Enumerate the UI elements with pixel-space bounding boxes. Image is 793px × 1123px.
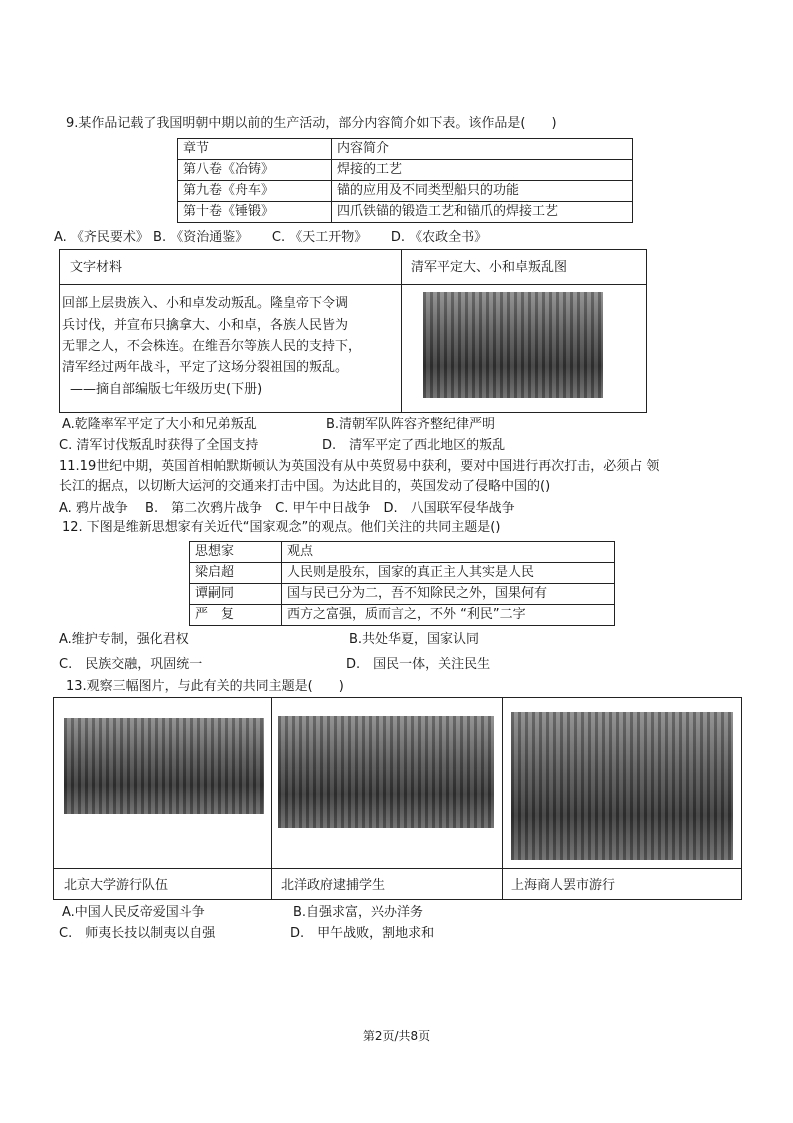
table-row bbox=[178, 202, 633, 223]
q13-stem: 13.观察三幅图片，与此有关的共同主题是( ) bbox=[66, 679, 344, 694]
q13-photo-1 bbox=[64, 718, 264, 814]
q12-option-a: A.维护专制，强化君权 bbox=[59, 632, 189, 647]
q10-option-d: D. 清军平定了西北地区的叛乱 bbox=[322, 438, 506, 453]
table-cell: 第九卷《舟车》 bbox=[178, 181, 332, 202]
q12-option-b: B.共处华夏，国家认同 bbox=[349, 632, 480, 647]
q13-option-a: A.中国人民反帝爱国斗争 bbox=[62, 905, 205, 920]
table-cell: 梁启超 bbox=[190, 563, 282, 584]
table-row bbox=[190, 584, 615, 605]
q13-caption-3: 上海商人罢市游行 bbox=[511, 878, 616, 893]
q13-option-b: B.自强求富，兴办洋务 bbox=[293, 905, 424, 920]
q10-material-line: 无罪之人，不会株连。在维吾尔等族人民的支持下， bbox=[62, 339, 362, 354]
page-footer: 第2页/共8页 bbox=[362, 1029, 431, 1043]
table-cell: 第十卷《锤锻》 bbox=[178, 202, 332, 223]
q13-option-d: D. 甲午战败，割地求和 bbox=[290, 926, 435, 941]
q9-stem: 9.某作品记载了我国明朝中期以前的生产活动，部分内容简介如下表。该作品是( ) bbox=[66, 116, 557, 131]
q10-material-line: 兵讨伐，并宣布只擒拿大、小和卓，各族人民皆为 bbox=[62, 318, 349, 333]
q11-options: A. 鸦片战争 B. 第二次鸦片战争 C. 甲午中日战争 D. 八国联军侵华战争 bbox=[59, 501, 515, 516]
q10-material-line: 回部上层贵族入、小和卓发动叛乱。隆皇帝下令调 bbox=[62, 296, 349, 311]
q13-photo-2 bbox=[278, 716, 494, 828]
table-cell: 人民则是股东，国家的真正主人其实是人民 bbox=[282, 563, 615, 584]
q13-caption-2: 北洋政府逮捕学生 bbox=[281, 878, 386, 893]
q13-caption-1: 北京大学游行队伍 bbox=[64, 878, 169, 893]
q10-option-a: A.乾隆率军平定了大小和兄弟叛乱 bbox=[62, 417, 257, 432]
q12-option-c: C. 民族交融，巩固统一 bbox=[59, 657, 203, 672]
table-cell: 内容简介 bbox=[332, 139, 633, 160]
q10-header-image: 清军平定大、小和卓叛乱图 bbox=[411, 260, 568, 275]
table-cell: 国与民已分为二，吾不知除民之外，国果何有 bbox=[282, 584, 615, 605]
table-row bbox=[190, 605, 615, 626]
q9-table bbox=[177, 138, 633, 223]
q12-table bbox=[189, 541, 615, 626]
q13-photo-3 bbox=[511, 712, 733, 860]
q13-option-c: C. 师夷长技以制夷以自强 bbox=[59, 926, 216, 941]
q12-option-d: D. 国民一体，关注民生 bbox=[346, 657, 491, 672]
q11-stem-line: 11.19世纪中期，英国首相帕默斯顿认为英国没有从中英贸易中获利，要对中国进行再次打击，必须占 领 bbox=[59, 459, 660, 474]
table-cell: 西方之富强，质而言之，不外 “利民”二字 bbox=[282, 605, 615, 626]
q13-image-box bbox=[53, 697, 742, 900]
q12-stem: 12. 下图是维新思想家有关近代“国家观念”的观点。他们关注的共同主题是() bbox=[62, 520, 501, 535]
q10-material-box bbox=[59, 249, 647, 413]
table-cell: 严 复 bbox=[190, 605, 282, 626]
table-cell: 第八卷《冶铸》 bbox=[178, 160, 332, 181]
q10-source: ——摘自部编版七年级历史(下册) bbox=[70, 382, 263, 397]
table-row bbox=[178, 139, 633, 160]
table-cell: 焊接的工艺 bbox=[332, 160, 633, 181]
table-row bbox=[190, 563, 615, 584]
table-cell: 锚的应用及不同类型船只的功能 bbox=[332, 181, 633, 202]
q9-options: A. 《齐民要术》 B. 《资治通鉴》 C. 《天工开物》 D. 《农政全书》 bbox=[54, 230, 488, 245]
q10-option-b: B.清朝军队阵容齐整纪律严明 bbox=[326, 417, 496, 432]
table-cell: 思想家 bbox=[190, 542, 282, 563]
q11-stem-line: 长江的据点，以切断大运河的交通来打击中国。为达此目的，英国发动了侵略中国的() bbox=[59, 479, 551, 494]
table-cell: 四爪铁锚的锻造工艺和锚爪的焊接工艺 bbox=[332, 202, 633, 223]
table-row bbox=[178, 181, 633, 202]
table-cell: 谭嗣同 bbox=[190, 584, 282, 605]
table-cell: 章节 bbox=[178, 139, 332, 160]
table-cell: 观点 bbox=[282, 542, 615, 563]
table-row bbox=[190, 542, 615, 563]
q10-battle-image bbox=[423, 292, 603, 398]
q10-material-line: 清军经过两年战斗，平定了这场分裂祖国的叛乱。 bbox=[62, 360, 349, 375]
table-row bbox=[178, 160, 633, 181]
q10-header-text: 文字材料 bbox=[70, 260, 123, 275]
q10-option-c: C. 清军讨伐叛乱时获得了全国支持 bbox=[59, 438, 259, 453]
